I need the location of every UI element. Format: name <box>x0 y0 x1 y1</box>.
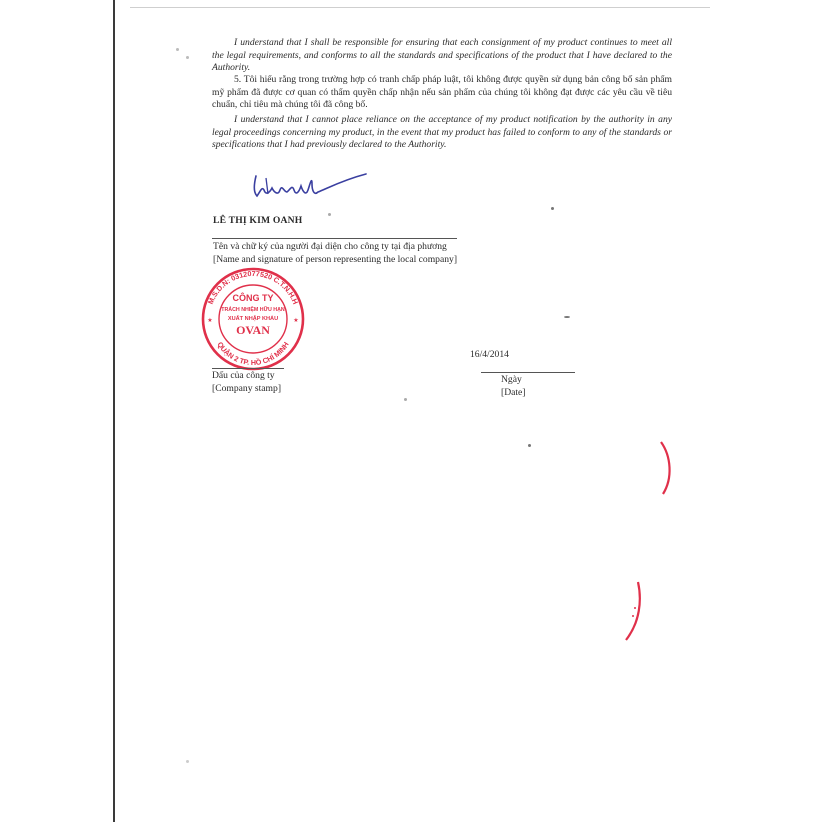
date-label <box>501 374 526 399</box>
stamp-label-en: [Company stamp] <box>212 382 282 394</box>
paragraph-5-vi <box>212 74 672 112</box>
scan-speck <box>564 316 570 318</box>
signature-line <box>212 238 457 239</box>
paragraph-text: I understand that I shall be responsible for ensuring that each consignment of my product continues to meet all the legal requirements, and conforms to all the standards and specifications of the product that I have declared to the Authority. <box>212 37 672 74</box>
svg-text:M.S.D.N: 0312077520 C.T.N.H.H: M.S.D.N: 0312077520 C.T.N.H.H <box>205 268 301 306</box>
paragraph-text: I understand that I cannot place reliance on the acceptance of my product notification by the authority in any legal proceedings concerning my product, in the event that my product has failed to conform to any of the standards or specifications that I had previously declared to the Authority. <box>212 114 672 151</box>
scan-speck <box>176 48 179 51</box>
date-value: 16/4/2014 <box>470 349 509 360</box>
date-label-en: [Date] <box>501 386 526 398</box>
paragraph-reliance-en <box>212 114 672 152</box>
scan-speck <box>186 760 189 763</box>
signatory-label <box>213 241 457 266</box>
svg-text:XUẤT NHẬP KHẨU: XUẤT NHẬP KHẨU <box>227 316 279 322</box>
company-stamp-seal <box>198 264 308 374</box>
scan-speck <box>328 213 331 216</box>
date-label-vi: Ngày <box>501 374 522 385</box>
svg-text:TRÁCH NHIỆM HỮU HẠN: TRÁCH NHIỆM HỮU HẠN <box>221 307 285 313</box>
stamp-line <box>212 368 284 369</box>
page-top-edge <box>130 7 710 8</box>
date-line <box>481 372 575 373</box>
signatory-name: LÊ THỊ KIM OANH <box>213 215 303 226</box>
partial-stamp-mark-upper <box>655 438 679 498</box>
svg-text:★: ★ <box>207 318 213 324</box>
svg-text:OVAN: OVAN <box>236 323 270 337</box>
page-left-edge <box>113 0 115 822</box>
scan-speck <box>551 207 554 210</box>
svg-text:★: ★ <box>293 318 299 324</box>
partial-stamp-mark-lower <box>618 578 646 644</box>
paragraph-responsibility-en <box>212 37 672 75</box>
signatory-label-en: [Name and signature of person representing the local company] <box>213 253 458 265</box>
scan-speck <box>186 56 189 59</box>
stamp-label <box>212 370 281 395</box>
svg-text:QUẬN 2 TP. HỒ CHÍ MINH: QUẬN 2 TP. HỒ CHÍ MINH <box>215 340 291 368</box>
paragraph-text: 5. Tôi hiểu rằng trong trường hợp có tranh chấp pháp luật, tôi không được quyền sử dụng bản công bố sản phẩm mỹ phẩm đã được cơ quan có thẩm quyền chấp nhận nếu sản phẩm của chúng tôi không đạt được các yêu cầu về tiêu chuẩn, chỉ tiêu mà chúng tôi đã công bố. <box>212 74 672 111</box>
handwritten-signature <box>248 170 378 204</box>
scan-speck <box>528 444 531 447</box>
scan-speck <box>404 398 407 401</box>
svg-text:CÔNG TY: CÔNG TY <box>232 293 274 303</box>
signatory-label-vi: Tên và chữ ký của người đại diện cho công ty tại địa phương <box>213 241 447 252</box>
stamp-label-vi: Dấu của công ty <box>212 370 275 381</box>
